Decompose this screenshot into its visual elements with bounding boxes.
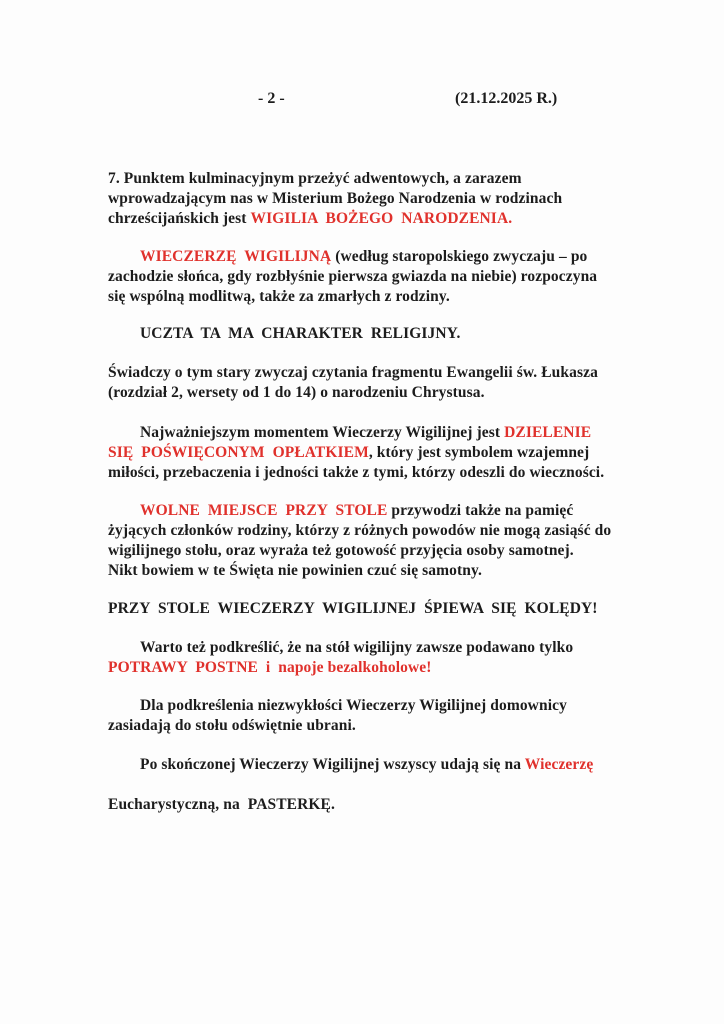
text-span: (według staropolskiego zwyczaju – po (331, 248, 588, 265)
highlight-oplatek: SIĘ POŚWIĘCONYM OPŁATKIEM (108, 444, 369, 461)
highlight-potrawy-postne: POTRAWY POSTNE (108, 659, 258, 676)
text-line: wigilijnego stołu, oraz wyraża też gotowość przyjęcia osoby samotnej. (108, 542, 574, 559)
text-line (108, 659, 431, 677)
highlight-wigilia: WIGILIA BOŻEGO NARODZENIA. (250, 210, 513, 227)
text-span: Najważniejszym momentem Wieczerzy Wigilijnej jest (140, 424, 505, 441)
text-span: Po skończonej Wieczerzy Wigilijnej wszyscy udają się na (140, 756, 525, 773)
highlight-dzielenie: DZIELENIE (504, 424, 592, 441)
text-line: Nikt bowiem w te Święta nie powinien czuć się samotny. (108, 562, 482, 579)
highlight-napoje: i napoje bezalkoholowe! (257, 659, 432, 676)
page-number: - 2 - (258, 90, 285, 107)
text-line: zasiadają do stołu odświętnie ubrani. (108, 717, 356, 734)
document-date: (21.12.2025 R.) (455, 90, 558, 107)
highlight-wieczerze-eucharystyczna: Wieczerzę (524, 756, 594, 773)
text-line (140, 424, 591, 442)
text-line (140, 248, 587, 266)
text-line (140, 502, 573, 520)
text-line: 7. Punktem kulminacyjnym przeżyć adwentowych, a zarazem (108, 170, 522, 187)
highlight-uczta: UCZTA TA MA CHARAKTER RELIGIJNY. (140, 325, 461, 342)
text-line (108, 210, 512, 228)
text-span: , który jest symbolem wzajemnej (368, 444, 590, 461)
text-line: żyjących członków rodziny, którzy z różnych powodów nie mogą zasiąść do (108, 522, 612, 539)
text-line: (rozdział 2, wersety od 1 do 14) o narodzeniu Chrystusa. (108, 384, 485, 401)
text-line: wprowadzającym nas w Misterium Bożego Narodzenia w rodzinach (108, 190, 563, 207)
text-span: przywodzi także na pamięć (387, 502, 574, 519)
text-line: Świadczy o tym stary zwyczaj czytania fragmentu Ewangelii św. Łukasza (108, 364, 598, 381)
text-line: się wspólną modlitwą, także za zmarłych z rodziny. (108, 288, 450, 305)
highlight-wieczerze: WIECZERZĘ WIGILIJNĄ (140, 248, 332, 265)
text-line: Dla podkreślenia niezwykłości Wieczerzy Wigilijnej domownicy (140, 697, 567, 714)
text-line: miłości, przebaczenia i jedności także z tymi, którzy odeszli do wieczności. (108, 464, 605, 481)
text-line: Warto też podkreślić, że na stół wigilijny zawsze podawano tylko (140, 639, 574, 656)
text-line (140, 756, 593, 774)
highlight-koledy: PRZY STOLE WIECZERZY WIGILIJNEJ ŚPIEWA SIĘ KOLĘDY! (108, 600, 598, 617)
text-line: zachodzie słońca, gdy rozbłyśnie pierwsza gwiazda na niebie) rozpoczyna (108, 268, 598, 285)
highlight-pasterka: Eucharystyczną, na PASTERKĘ. (108, 796, 335, 813)
highlight-wolne-miejsce: WOLNE MIEJSCE PRZY STOLE (140, 502, 388, 519)
text-span: chrześcijańskich jest (108, 210, 251, 227)
text-line (108, 444, 589, 462)
